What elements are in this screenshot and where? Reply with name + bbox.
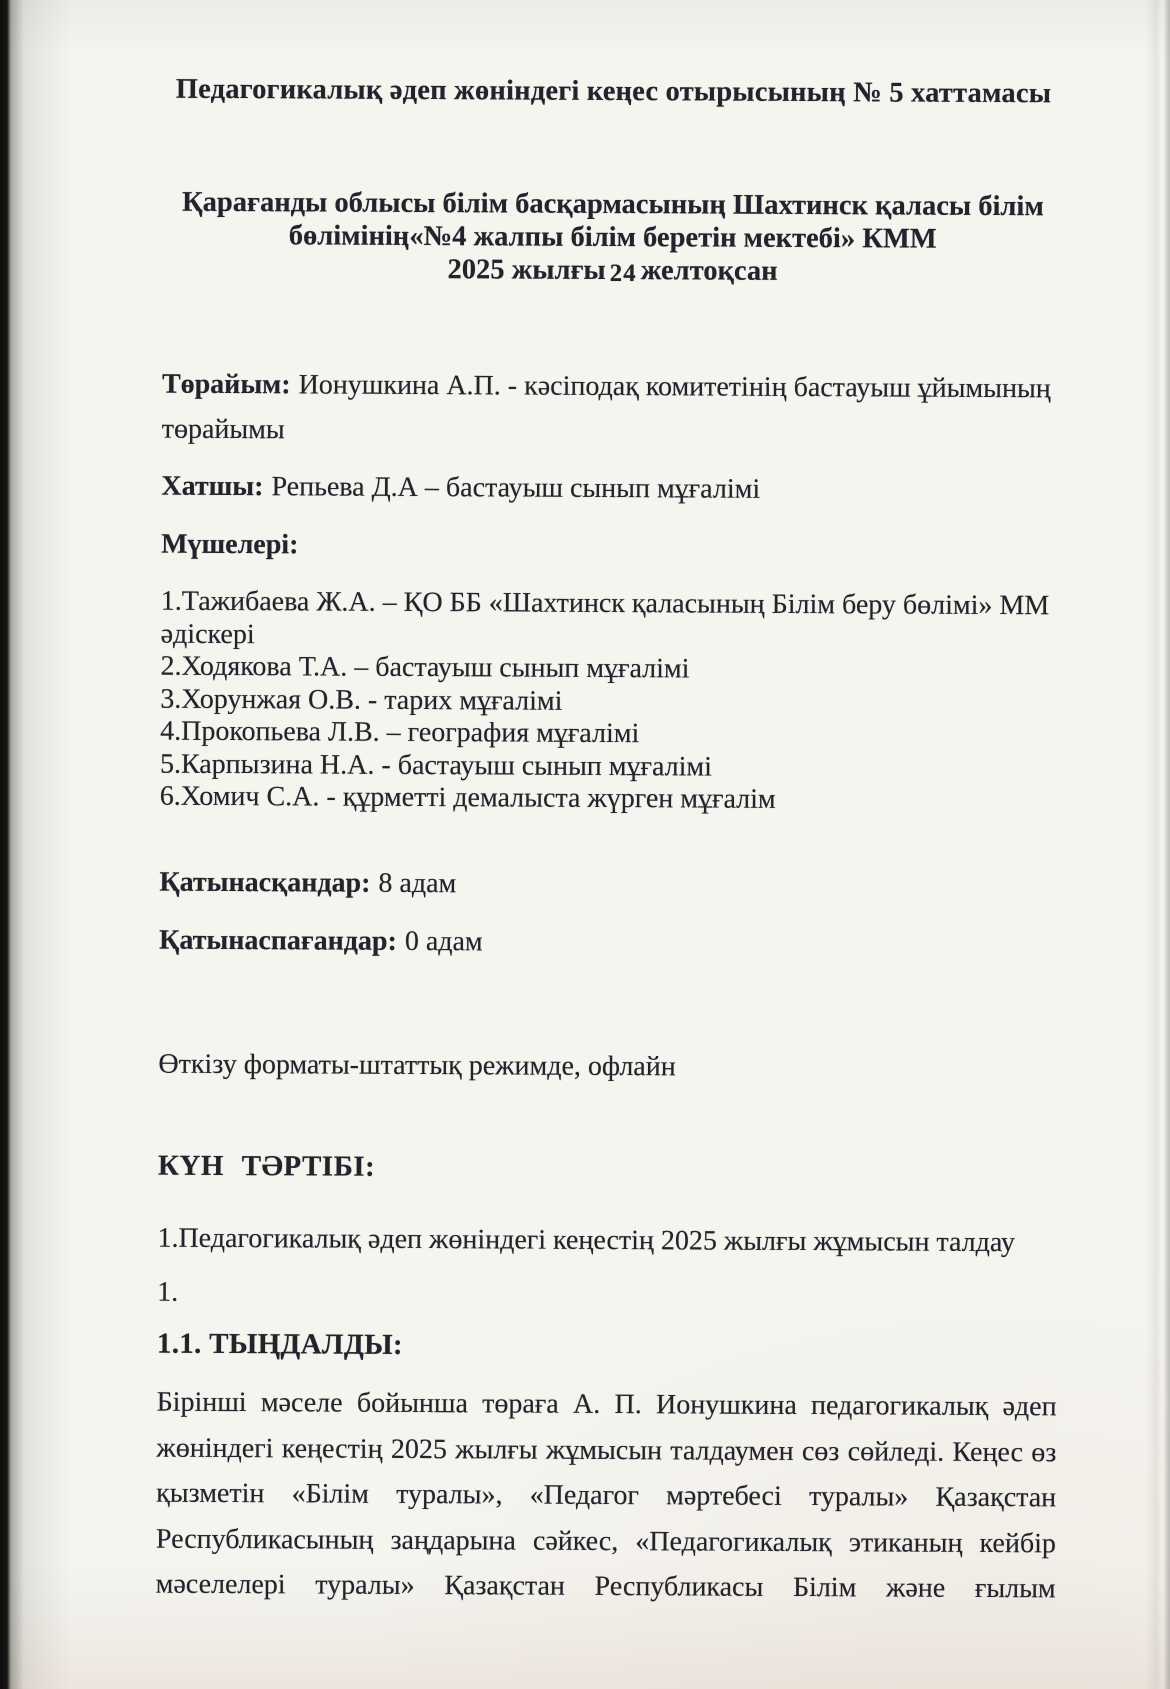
date-prefix: 2025 жылғы — [447, 254, 606, 286]
organization-block — [162, 186, 1063, 291]
meeting-format-line: Өткізу форматы-штаттық режимде, офлайн — [158, 1048, 676, 1083]
date-suffix: желтоқсан — [640, 255, 778, 287]
attendance-absent-value: 0 адам — [404, 925, 483, 958]
member-item: 5.Карпызина Н.А. - бастауыш сынып мұғалімі — [159, 748, 713, 783]
document-date — [162, 252, 1062, 291]
attendance-absent-label: Қатынаспағандар: — [158, 924, 397, 957]
member-item: 6.Хомич С.А. - құрметті демалыста жүрген мұғалім — [159, 780, 776, 815]
chairperson-label: Төрайым: — [161, 368, 291, 401]
organization-line-1: Қарағанды облысы білім басқармасының Шахтинск қаласы білім — [181, 186, 1044, 223]
date-day: 24 — [609, 259, 637, 288]
section-1-1-heading: 1.1. ТЫҢДАЛДЫ: — [156, 1327, 403, 1361]
member-item: 3.Хорунжая О.В. - тарих мұғалімі — [160, 683, 563, 717]
document-content — [155, 0, 1064, 1605]
secretary-text: Репьева Д.А – бастауыш сынып мұғалімі — [271, 471, 761, 505]
members-list — [160, 586, 1061, 818]
attendance-absent-line — [159, 918, 1059, 968]
members-heading: Мүшелері: — [161, 528, 299, 561]
attendance-present-line — [159, 860, 1059, 910]
agenda-item-1: 1.Педагогикалық әдеп жөніндегі кеңестің 2025 жылғы жұмысын талдау — [157, 1222, 1016, 1259]
agenda-item-stub: 1. — [157, 1276, 179, 1308]
secretary-line — [161, 464, 1061, 514]
secretary-label: Хатшы: — [161, 470, 264, 503]
attendance-present-label: Қатынасқандар: — [159, 866, 371, 899]
agenda-heading: КҮН ТӘРТІБІ: — [157, 1149, 376, 1183]
document-title: Педагогикалық әдеп жөніндегі кеңес отырысының № 5 хаттамасы — [175, 73, 1052, 110]
chairperson-line — [162, 362, 1062, 457]
member-item: 4.Прокопьева Л.В. – география мұғалімі — [160, 715, 640, 750]
section-1-1-paragraph: Бірінші мәселе бойынша төраға А. П. Ионушкина педагогикалық әдеп жөніндегі кеңестің 2025 жылғы жұмысын талдаумен сөз сөйледі. Кеңес өз қызметін «Білім туралы», «Педагог мәртебесі туралы» Қазақстан Республикасының заңдарына сәйкес, «Педагогикалық этиканың кейбір мәселелері туралы» Қазақстан Республикасы Білім және ғылым — [155, 1386, 1057, 1605]
chairperson-text: Ионушкина А.П. - кәсіподақ комитетінің бастауыш ұйымының төрайымы — [161, 369, 1051, 446]
member-item: 1.Тажибаева Ж.А. – ҚО ББ «Шахтинск қаласының Білім беру бөлімі» ММ әдіскері — [160, 585, 1050, 650]
member-item: 2.Ходякова Т.А. – бастауыш сынып мұғалімі — [160, 650, 690, 685]
attendance-present-value: 8 адам — [378, 867, 457, 900]
organization-line-2: бөлімінің«№4 жалпы білім беретін мектебі» КММ — [288, 220, 937, 255]
